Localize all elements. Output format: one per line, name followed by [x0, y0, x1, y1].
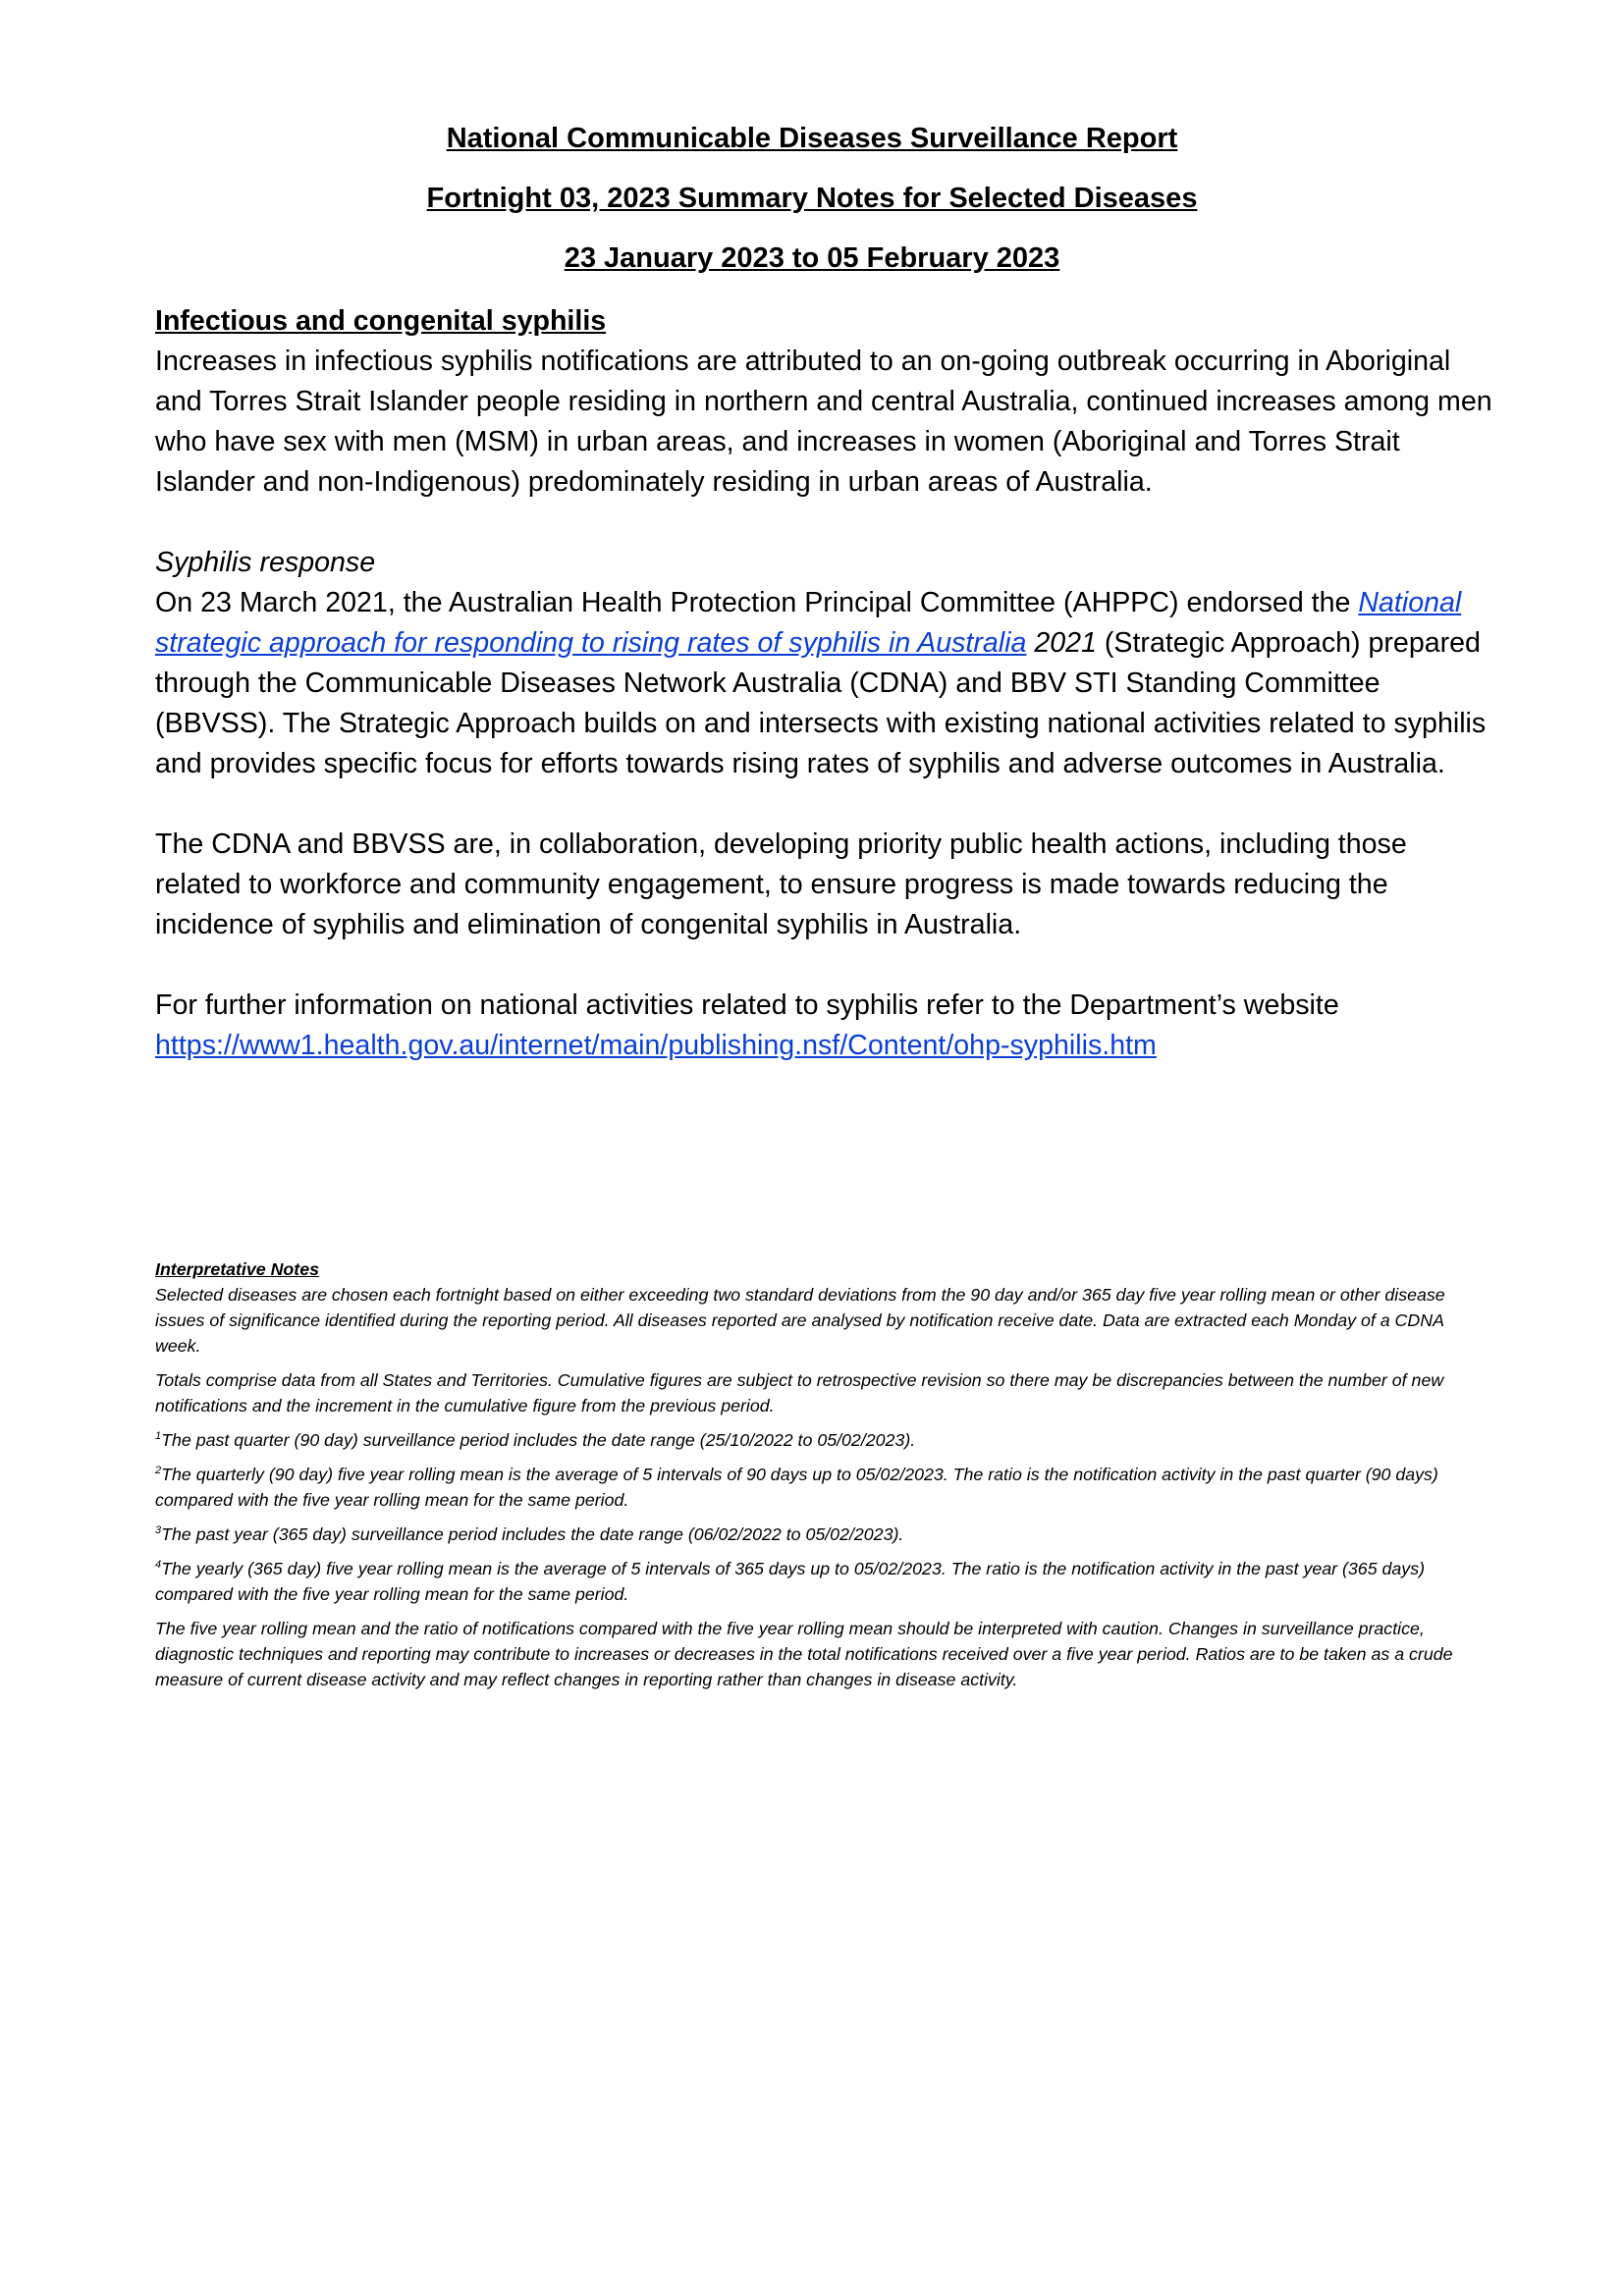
report-title: National Communicable Diseases Surveillance Report	[446, 123, 1178, 154]
note-quarter-mean	[155, 1462, 1490, 1513]
response-year: 2021	[1026, 627, 1097, 659]
note-year-mean	[155, 1556, 1490, 1607]
spacer	[155, 503, 1500, 543]
note-text: The past year (365 day) surveillance period includes the date range (06/02/2022 to 05/02/2023).	[161, 1524, 904, 1544]
strategic-approach-link[interactable]: National strategic approach for responding to rising rates of syphilis in Australia	[155, 587, 1462, 659]
footnote-marker: 2	[155, 1465, 162, 1477]
spacer	[155, 784, 1500, 825]
report-date-range: 23 January 2023 to 05 February 2023	[564, 242, 1060, 274]
note-quarter-period	[155, 1427, 1490, 1453]
note-caution: The five year rolling mean and the ratio of notifications compared with the five year rolling mean should be interpreted with caution. Changes in surveillance practice, diagnostic techniques and reporting may contribute to increases or decreases in the total notifications received over a five year period. Ratios are to be taken as a crude measure of current disease activity and may reflect changes in reporting rather than changes in disease activity.	[155, 1619, 1453, 1689]
note-text: The quarterly (90 day) five year rolling mean is the average of 5 intervals of 90 days up to 05/02/2023. The ratio is the notification activity in the past quarter (90 days) compared with the five year rolling mean for the same period.	[155, 1465, 1438, 1510]
note-totals: Totals comprise data from all States and Territories. Cumulative figures are subject to retrospective revision so there may be discrepancies between the number of new notifications and the increment in the cumulative figure from the previous period.	[155, 1370, 1444, 1415]
footnote-marker: 4	[155, 1559, 162, 1572]
response-paragraph	[155, 583, 1500, 784]
note-selection: Selected diseases are chosen each fortnight based on either exceeding two standard deviations from the 90 day and/or 365 day five year rolling mean or other disease issues of significance identified during the reporting period. All diseases reported are analysed by notification receive date. Data are extracted each Monday of a CDNA week.	[155, 1285, 1445, 1356]
report-subtitle: Fortnight 03, 2023 Summary Notes for Selected Diseases	[426, 183, 1198, 214]
spacer	[155, 945, 1500, 986]
footnote-marker: 3	[155, 1524, 162, 1537]
website-link[interactable]: https://www1.health.gov.au/internet/main/publishing.nsf/Content/ohp-syphilis.htm	[155, 1030, 1157, 1061]
response-text-pre: On 23 March 2021, the Australian Health Protection Principal Committee (AHPPC) endorsed the	[155, 587, 1359, 618]
note-year-period	[155, 1522, 1490, 1547]
collaboration-paragraph: The CDNA and BBVSS are, in collaboration, developing priority public health actions, including those related to workforce and community engagement, to ensure progress is made towards reducing the incidence of syphilis and elimination of congenital syphilis in Australia.	[155, 828, 1407, 940]
intro-paragraph: Increases in infectious syphilis notifications are attributed to an on-going outbreak occurring in Aboriginal and Torres Strait Islander people residing in northern and central Australia, continued increases among men who have sex with men (MSM) in urban areas, and increases in women (Aboriginal and Torres Strait Islander and non-Indigenous) predominately residing in urban areas of Australia.	[155, 346, 1492, 498]
footnote-marker: 1	[155, 1430, 162, 1443]
note-text: The past quarter (90 day) surveillance period includes the date range (25/10/2022 to 05/02/2023).	[161, 1430, 916, 1450]
note-text: The yearly (365 day) five year rolling mean is the average of 5 intervals of 365 days up to 05/02/2023. The ratio is the notification activity in the past year (365 days) compared with the five year rolling mean for the same period.	[155, 1559, 1426, 1604]
further-info-paragraph: For further information on national activities related to syphilis refer to the Department’s website	[155, 989, 1339, 1021]
main-content	[155, 301, 1500, 1066]
section-title: Infectious and congenital syphilis	[155, 305, 607, 337]
interpretative-notes	[155, 1256, 1490, 1701]
response-heading: Syphilis response	[155, 547, 376, 578]
notes-title: Interpretative Notes	[155, 1259, 319, 1279]
website-link-line	[155, 1026, 1500, 1066]
response-text-post: (Strategic Approach) prepared through the Communicable Diseases Network Australia (CDNA) and BBV STI Standing Committee (BBVSS). The Strategic Approach builds on and intersects with existing national activities related to syphilis and provides specific focus for efforts towards rising rates of syphilis and adverse outcomes in Australia.	[155, 627, 1487, 779]
